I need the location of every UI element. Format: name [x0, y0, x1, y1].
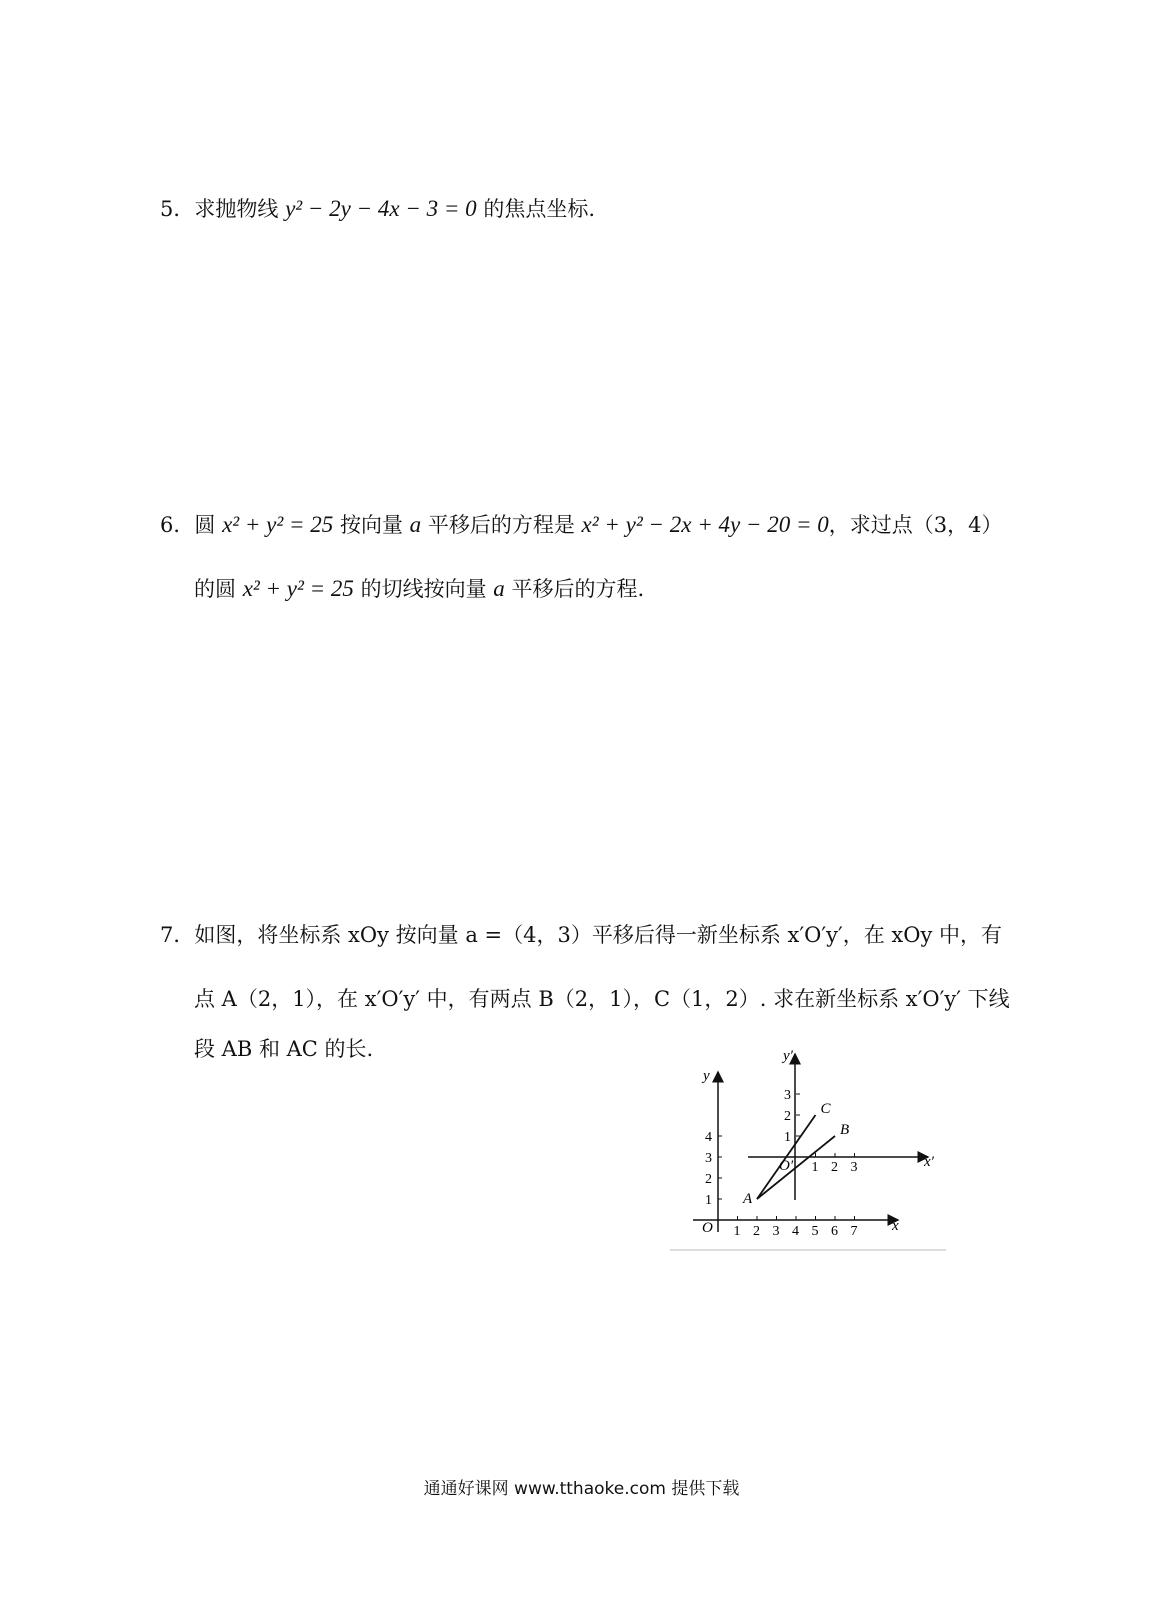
y-axis-label: y — [703, 1068, 710, 1084]
equation: x² + y² − 2x + 4y − 20 = 0 — [581, 512, 829, 537]
problem-text: 平移后的方程. — [504, 577, 645, 601]
problem-text: 按向量 — [333, 513, 410, 537]
problem-text: 如图，将坐标系 xOy 按向量 a =（4，3）平移后得一新坐标系 x′O′y′，在 xOy 中，有 — [194, 923, 1003, 947]
coordinate-diagram — [688, 1048, 953, 1257]
problem-6-line-2 — [194, 574, 644, 604]
x-prime-tick-label: 2 — [831, 1160, 838, 1175]
problem-number: 6． — [160, 513, 195, 537]
y-tick-label: 4 — [705, 1130, 712, 1145]
vector-symbol: a — [493, 576, 505, 601]
problem-text: 求抛物线 — [194, 197, 286, 221]
x-tick-label: 4 — [792, 1224, 799, 1239]
equation: x² + y² = 25 — [222, 512, 334, 537]
vector-symbol: a — [409, 512, 422, 537]
x-tick-label: 5 — [811, 1224, 819, 1239]
x-prime-tick-label: 3 — [850, 1160, 858, 1175]
y-tick-label: 1 — [705, 1193, 712, 1208]
coordinate-figure — [688, 1048, 953, 1261]
problem-number: 7． — [160, 923, 195, 947]
x-axis-label: x — [892, 1218, 899, 1234]
problem-text: 的切线按向量 — [353, 577, 494, 601]
problem-7-line-1 — [160, 920, 1002, 950]
segment-AB — [757, 1136, 835, 1199]
equation: y² − 2y − 4x − 3 = 0 — [285, 196, 477, 221]
x-prime-tick-label: 1 — [811, 1160, 819, 1175]
problem-7-line-2 — [194, 984, 1010, 1014]
y-prime-axis-label: y′ — [783, 1048, 793, 1064]
problem-text: 平移后的方程是 — [421, 513, 582, 537]
x-tick-label: 6 — [831, 1224, 838, 1239]
problem-text: 的圆 — [194, 577, 243, 601]
point-label-B: B — [840, 1122, 850, 1138]
problem-text: ，求过点（3，4） — [828, 513, 1003, 537]
y-tick-label: 3 — [705, 1151, 712, 1166]
equation: x² + y² = 25 — [242, 576, 354, 601]
x-prime-axis-label: x′ — [924, 1154, 934, 1170]
problem-6-line-1 — [160, 510, 1003, 540]
x-tick-label: 2 — [753, 1224, 760, 1239]
origin-label: O — [702, 1220, 713, 1236]
y-tick-label: 2 — [705, 1172, 712, 1187]
problem-text: 点 A（2，1），在 x′O′y′ 中，有两点 B（2，1），C（1，2）. 求在新坐标系 x′O′y′ 下线 — [194, 987, 1010, 1011]
y-prime-tick-label: 1 — [784, 1130, 791, 1145]
x-tick-label: 3 — [772, 1224, 780, 1239]
problem-7-line-3 — [194, 1034, 373, 1064]
x-tick-label: 7 — [850, 1224, 858, 1239]
origin-prime-label: O′ — [779, 1158, 794, 1174]
x-tick-label: 1 — [733, 1224, 741, 1239]
problem-5-line-1 — [160, 194, 595, 224]
point-label-C: C — [820, 1101, 831, 1117]
y-prime-tick-label: 3 — [784, 1088, 791, 1103]
problem-text: 圆 — [194, 513, 223, 537]
problem-number: 5． — [160, 197, 195, 221]
y-prime-tick-label: 2 — [784, 1109, 791, 1124]
problem-text: 的焦点坐标. — [476, 197, 596, 221]
problem-text: 段 AB 和 AC 的长. — [194, 1037, 374, 1061]
point-label-A: A — [743, 1191, 753, 1207]
page-footer: 通通好课网 www.tthaoke.com 提供下载 — [423, 1479, 740, 1499]
